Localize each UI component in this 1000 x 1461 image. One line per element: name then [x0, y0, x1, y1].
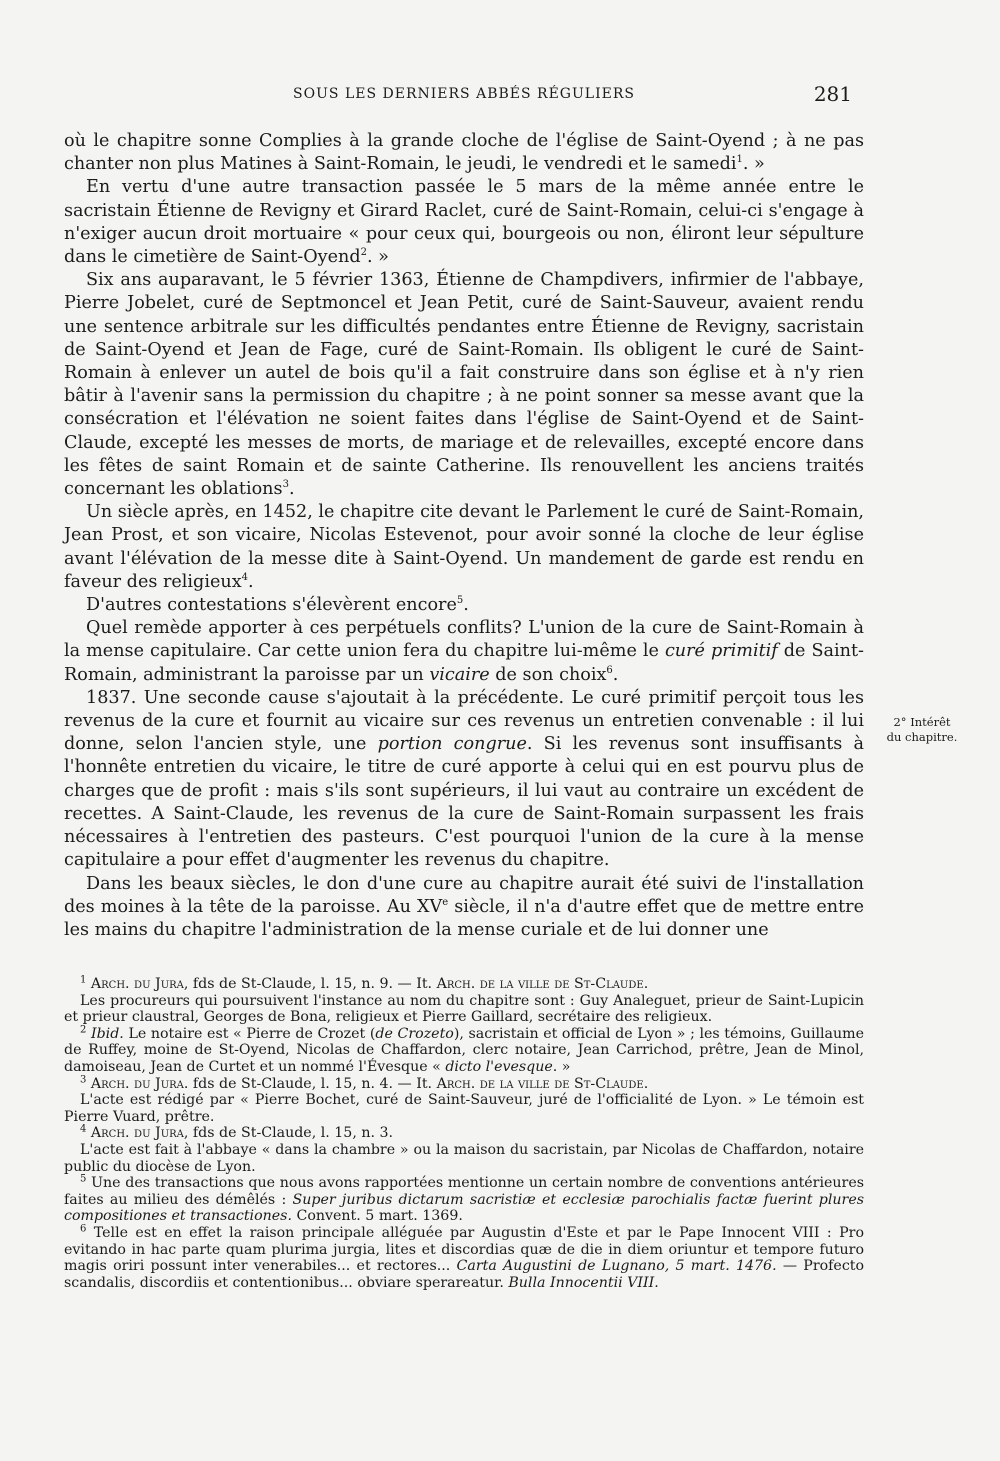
body-paragraph: [64, 130, 864, 176]
page-number: 281: [813, 82, 852, 106]
footnote: [64, 1026, 864, 1076]
text-run: Six ans auparavant, le 5 février 1363, Étienne de Champdivers, infirmier de l'abbaye, Pierre Jobelet, curé de Septmoncel et Jean Petit, curé de Saint-Sauveur, avaient rendu une sentence arbitrale sur les difficultés pendantes entre Étienne de Revigny, sacristain de Saint-Oyend et Jean de Fage, curé de Saint-Romain. Ils obligent le curé de Saint-Romain à enlever un autel de bois qu'il a fait construire dans son église et à n'y rien bâtir à l'avenir sans la permission du chapitre ; à ne point sonner sa messe avant que la consécration et l'élévation ne soient faites dans l'église de Saint-Oyend et de Saint-Claude, excepté les messes de morts, de mariage et de relevailles, excepté encore dans les fêtes de saint Romain et de sainte Catherine. Ils renouvellent les anciens traités concernant les oblations: [64, 270, 864, 500]
text-run: En vertu d'une autre transaction passée le 5 mars de la même année entre le sacristain Étienne de Revigny et Girard Raclet, curé de Saint-Romain, celui-ci s'engage à n'exiger aucun droit mortuaire « pour ceux qui, bourgeois ou non, éliront leur sépulture dans le cimetière de Saint-Oyend: [64, 177, 864, 268]
note-reference: 1: [80, 974, 87, 986]
note-reference: 5: [456, 595, 464, 607]
note-reference: 3: [282, 479, 289, 491]
footnote: [64, 1125, 864, 1142]
footnote: [64, 976, 864, 993]
running-title: SOUS LES DERNIERS ABBÉS RÉGULIERS: [293, 86, 635, 102]
text-run: siècle, il n'a d'autre effet que de mettre entre les mains du chapitre l'administration de la mense curiale et de lui donner une: [64, 896, 864, 940]
body-paragraph: [64, 687, 864, 873]
margin-note-line: 2° Intérêt: [893, 715, 951, 729]
footnotes: [64, 976, 864, 1291]
text-run: Super juribus dictarum sacristiæ et ecclesiæ parochialis factæ fuerint plures compositiones et transactiones.: [64, 1191, 865, 1225]
body-paragraph: [64, 617, 864, 687]
text-run: dicto l'evesque: [445, 1058, 553, 1075]
note-reference: 4: [241, 572, 248, 583]
running-head: [64, 84, 864, 108]
text-run: . »: [366, 247, 389, 268]
text-run: .: [612, 664, 619, 685]
note-reference: 5: [80, 1173, 87, 1185]
body-paragraph: [64, 269, 864, 501]
note-reference: e: [442, 896, 449, 908]
text-run: Arch. du Jura: [90, 1125, 184, 1142]
note-reference: 6: [80, 1223, 87, 1235]
text-run: , fds de St-Claude, l. 15, n. 9. — It.: [183, 976, 437, 992]
text-run: vicaire: [429, 664, 490, 685]
text-run: de Saint-Romain, administrant la paroisse par un: [64, 641, 864, 685]
text-run: , fds de St-Claude, l. 15, n. 3.: [183, 1125, 394, 1142]
text-run: L'acte est fait à l'abbaye « dans la chambre » ou la maison du sacristain, par Nicolas de Chaffardon, notaire public du diocèse de Lyon.: [64, 1141, 864, 1175]
footnote: [64, 1092, 864, 1125]
body-paragraph: [64, 176, 864, 269]
text-run: 1837. Une seconde cause s'ajoutait à la précédente. Le curé primitif perçoit tous les revenus de la cure et fournit au vicaire sur ces revenus un entretien convenable : il lui donne, selon l'ancien style, une: [64, 687, 864, 755]
text-run: Les procureurs qui poursuivent l'instance au nom du chapitre sont : Guy Analeguet, prieur de Saint-Lupicin et prieur claustral, Georges de Bona, religieux et Pierre Gaillard, secrétaire des religieux.: [64, 992, 864, 1026]
footnote: [64, 993, 864, 1026]
text-run: .: [643, 1075, 649, 1092]
text-run: Un siècle après, en 1452, le chapitre cite devant le Parlement le curé de Saint-Romain, Jean Prost, et son vicaire, Nicolas Estevenot, pour avoir sonné la cloche de leur église avant l'élévation de la messe dite à Saint-Oyend. Un mandement de garde est rendu en faveur des religieux: [64, 502, 864, 592]
text-run: .: [248, 571, 254, 592]
text-run: Arch. du Jura: [90, 1075, 184, 1092]
text-run: L'acte est rédigé par « Pierre Bochet, curé de Saint-Sauveur, juré de l'officialité de Lyon. » Le témoin est Pierre Vuard, prêtre.: [64, 1092, 864, 1125]
text-run: Une des transactions que nous avons rapportées mentionne un certain nombre de conventions antérieures faites au milieu des démêlés :: [64, 1175, 864, 1208]
text-run: où le chapitre sonne Complies à la grande cloche de l'église de Saint-Oyend ; à ne pas chanter non plus Matines à Saint-Romain, le jeudi, le vendredi et le samedi: [64, 131, 864, 175]
footnote: [64, 1175, 864, 1225]
body-paragraph: [64, 501, 864, 594]
margin-note-line: du chapitre.: [886, 730, 958, 744]
text-run: . fds de St-Claude, l. 15, n. 4. — It.: [183, 1075, 437, 1092]
text-run: D'autres contestations s'élevèrent encore: [86, 595, 457, 616]
text-run: Le notaire est « Pierre de Crozet (: [123, 1025, 376, 1042]
body-text: [64, 130, 864, 942]
text-run: Ibid.: [91, 1025, 124, 1042]
footnote: [64, 1142, 864, 1175]
note-reference: 2: [80, 1024, 87, 1036]
text-run: Quel remède apporter à ces perpétuels conflits? L'union de la cure de Saint-Romain à la mense capitulaire. Car cette union fera du chapitre lui-même le: [64, 618, 864, 662]
text-run: de son choix: [489, 664, 607, 685]
text-run: curé primitif: [664, 641, 778, 662]
footnote: [64, 1073, 864, 1093]
text-run: . »: [742, 154, 765, 175]
margin-note: [872, 715, 972, 745]
text-run: . Si les revenus sont insuffisants à l'honnête entretien du vicaire, le titre de curé apporte à celui qui en est pourvu plus de charges que de profit : mais s'ils sont supérieurs, il lui vaut au contraire un excédent de recettes. A Saint-Claude, les revenus de la cure de Saint-Romain surpassent les frais nécessaires à l'entretien des pasteurs. C'est pourquoi l'union de la cure à la mense capitulaire a pour effet d'augmenter les revenus du chapitre.: [64, 734, 864, 871]
text-run: portion congrue: [377, 734, 527, 755]
note-reference: 2: [360, 247, 367, 259]
footnote: [64, 1225, 864, 1291]
text-run: . »: [552, 1058, 571, 1075]
text-run: Arch. de la ville de St-Claude: [436, 976, 644, 992]
text-run: Convent. 5 mart. 1369.: [291, 1208, 463, 1225]
text-run: .: [463, 595, 469, 616]
note-reference: 4: [80, 1123, 87, 1135]
note-reference: 3: [80, 1073, 87, 1085]
text-run: Telle est en effet la raison principale alléguée par Augustin d'Este et par le Pape Innocent VIII : Pro evitando in hac parte quam plurima jurgia, lites et discordias quæ de die in diem oriuntur et tempore futuro magis oriri possunt inter venerabiles... et rectores...: [64, 1224, 864, 1275]
note-reference: 1: [736, 154, 743, 166]
body-paragraph: [64, 873, 864, 943]
text-run: .: [288, 479, 295, 500]
body-paragraph: [64, 594, 864, 617]
text-run: Arch. du Jura: [90, 976, 184, 992]
text-run: Bulla Innocentii VIII.: [508, 1274, 659, 1291]
text-run: Carta Augustini de Lugnano, 5 mart. 1476.: [456, 1258, 777, 1275]
text-run: de Crozeto: [375, 1025, 454, 1042]
text-run: Dans les beaux siècles, le don d'une cure au chapitre aurait été suivi de l'installation des moines à la tête de la paroisse. Au XV: [64, 873, 864, 917]
text-run: ), sacristain et official de Lyon » ; les témoins, Guillaume de Ruffey, moine de St-Oyend, Nicolas de Chaffardon, clerc notaire, Jean Carrichod, prêtre, Jean de Minol, damoiseau, Jean de Curtet et un nommé l'Évesque «: [64, 1025, 865, 1075]
text-run: .: [643, 976, 649, 992]
text-run: Arch. de la ville de St-Claude: [436, 1075, 644, 1092]
text-run: — Profecto scandalis, discordiis et contentionibus... obviare sperareatur.: [64, 1258, 865, 1291]
note-reference: 6: [606, 664, 613, 676]
